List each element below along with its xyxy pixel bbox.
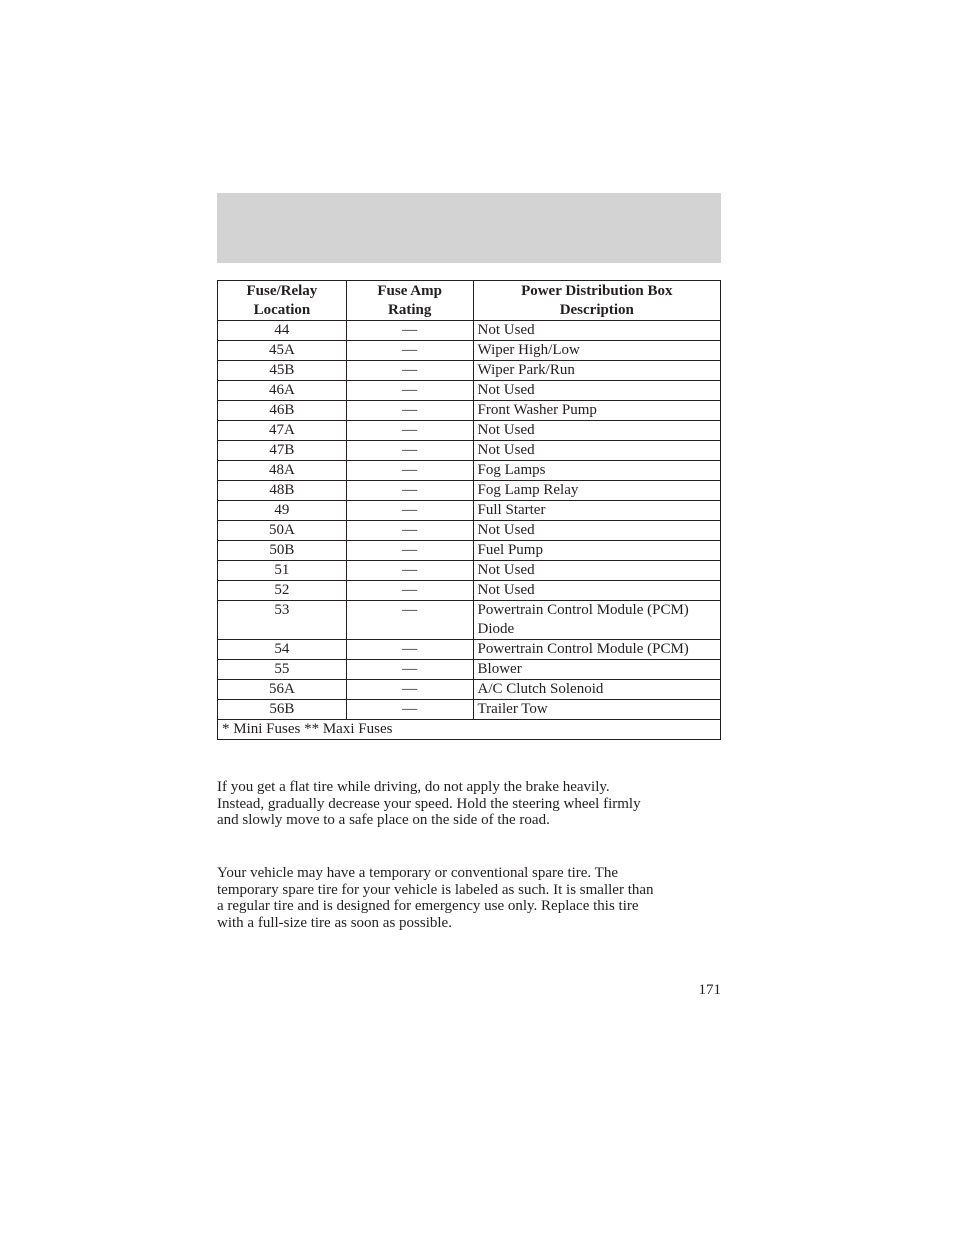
section-header-band — [217, 193, 721, 263]
fuse-location-cell: 56A — [218, 680, 347, 700]
description-line: Wiper Park/Run — [477, 362, 575, 378]
table-row — [218, 441, 721, 461]
fuse-location-cell: 44 — [218, 321, 347, 341]
table-row — [218, 700, 721, 720]
fuse-description-cell — [473, 321, 720, 341]
description-line: Fog Lamps — [477, 462, 546, 478]
fuse-location-cell: 52 — [218, 581, 347, 601]
description-line: Wiper High/Low — [477, 342, 580, 358]
header-description: Power Distribution Box Description — [473, 281, 720, 321]
fuse-description-cell — [473, 700, 720, 720]
fuse-location-cell: 45A — [218, 341, 347, 361]
table-row — [218, 581, 721, 601]
fuse-description-cell — [473, 501, 720, 521]
description-line: Not Used — [477, 422, 535, 438]
fuse-description-cell — [473, 581, 720, 601]
fuse-location-cell: 47B — [218, 441, 347, 461]
fuse-description-cell — [473, 401, 720, 421]
fuse-location-cell: 53 — [218, 601, 347, 640]
description-line: Fuel Pump — [477, 542, 543, 558]
table-row — [218, 341, 721, 361]
table-row — [218, 501, 721, 521]
table-row — [218, 401, 721, 421]
fuse-description-cell — [473, 381, 720, 401]
table-row — [218, 461, 721, 481]
fuse-amp-cell: — — [346, 421, 473, 441]
table-row — [218, 601, 721, 640]
fuse-description-cell — [473, 561, 720, 581]
fuse-description-cell — [473, 601, 720, 640]
fuse-amp-cell: — — [346, 441, 473, 461]
table-row — [218, 561, 721, 581]
footnote-row — [218, 720, 721, 740]
fuse-table — [217, 280, 721, 740]
fuse-amp-cell: — — [346, 501, 473, 521]
fuse-description-cell — [473, 341, 720, 361]
table-row — [218, 680, 721, 700]
fuse-location-cell: 56B — [218, 700, 347, 720]
table-row — [218, 481, 721, 501]
table-row — [218, 321, 721, 341]
description-line: Powertrain Control Module (PCM) — [477, 602, 689, 618]
fuse-amp-cell: — — [346, 601, 473, 640]
footnote: * Mini Fuses ** Maxi Fuses — [218, 720, 721, 740]
fuse-amp-cell: — — [346, 521, 473, 541]
flat-tire-paragraph: If you get a flat tire while driving, do not apply the brake heavily. Instead, gradually decrease your speed. Hold the steering wheel firmly and slowly move to a safe place on the side of the road. — [217, 779, 641, 828]
fuse-description-cell — [473, 521, 720, 541]
description-line: A/C Clutch Solenoid — [477, 681, 604, 697]
fuse-description-cell — [473, 441, 720, 461]
description-line: Fog Lamp Relay — [477, 482, 579, 498]
description-line: Not Used — [477, 442, 535, 458]
fuse-location-cell: 46B — [218, 401, 347, 421]
fuse-location-cell: 45B — [218, 361, 347, 381]
fuse-amp-cell: — — [346, 401, 473, 421]
fuse-description-cell — [473, 461, 720, 481]
fuse-amp-cell: — — [346, 381, 473, 401]
table-row — [218, 541, 721, 561]
table-row — [218, 361, 721, 381]
description-line: Not Used — [477, 582, 535, 598]
table-body — [218, 321, 721, 720]
fuse-amp-cell: — — [346, 640, 473, 660]
fuse-amp-cell: — — [346, 700, 473, 720]
description-line: Not Used — [477, 322, 535, 338]
fuse-amp-cell: — — [346, 680, 473, 700]
fuse-description-cell — [473, 640, 720, 660]
fuse-location-cell: 46A — [218, 381, 347, 401]
fuse-amp-cell: — — [346, 660, 473, 680]
fuse-location-cell: 50B — [218, 541, 347, 561]
fuse-location-cell: 50A — [218, 521, 347, 541]
fuse-location-cell: 48A — [218, 461, 347, 481]
fuse-description-cell — [473, 660, 720, 680]
fuse-location-cell: 48B — [218, 481, 347, 501]
fuse-amp-cell: — — [346, 581, 473, 601]
table-header-row — [218, 281, 721, 321]
description-line: Trailer Tow — [477, 701, 548, 717]
description-line: Diode — [477, 621, 515, 637]
table-row — [218, 640, 721, 660]
fuse-location-cell: 55 — [218, 660, 347, 680]
fuse-amp-cell: — — [346, 341, 473, 361]
table-row — [218, 421, 721, 441]
fuse-description-cell — [473, 481, 720, 501]
spare-tire-paragraph: Your vehicle may have a temporary or conventional spare tire. The temporary spare tire for your vehicle is labeled as such. It is smaller than a regular tire and is designed for emergency use only. Replace this tire with a full-size tire as soon as possible. — [217, 865, 654, 931]
description-line: Not Used — [477, 562, 535, 578]
table-row — [218, 660, 721, 680]
description-line: Blower — [477, 661, 522, 677]
fuse-location-cell: 51 — [218, 561, 347, 581]
header-amp-rating: Fuse Amp Rating — [346, 281, 473, 321]
description-line: Full Starter — [477, 502, 546, 518]
fuse-amp-cell: — — [346, 481, 473, 501]
fuse-amp-cell: — — [346, 541, 473, 561]
fuse-description-cell — [473, 361, 720, 381]
table-row — [218, 381, 721, 401]
fuse-description-cell — [473, 541, 720, 561]
fuse-location-cell: 54 — [218, 640, 347, 660]
page-number: 171 — [698, 982, 721, 998]
description-line: Not Used — [477, 522, 535, 538]
fuse-description-cell — [473, 680, 720, 700]
description-line: Front Washer Pump — [477, 402, 597, 418]
fuse-amp-cell: — — [346, 561, 473, 581]
fuse-location-cell: 49 — [218, 501, 347, 521]
fuse-amp-cell: — — [346, 321, 473, 341]
table-row — [218, 521, 721, 541]
fuse-description-cell — [473, 421, 720, 441]
fuse-amp-cell: — — [346, 361, 473, 381]
fuse-location-cell: 47A — [218, 421, 347, 441]
header-location: Fuse/Relay Location — [218, 281, 347, 321]
description-line: Not Used — [477, 382, 535, 398]
description-line: Powertrain Control Module (PCM) — [477, 641, 689, 657]
fuse-amp-cell: — — [346, 461, 473, 481]
